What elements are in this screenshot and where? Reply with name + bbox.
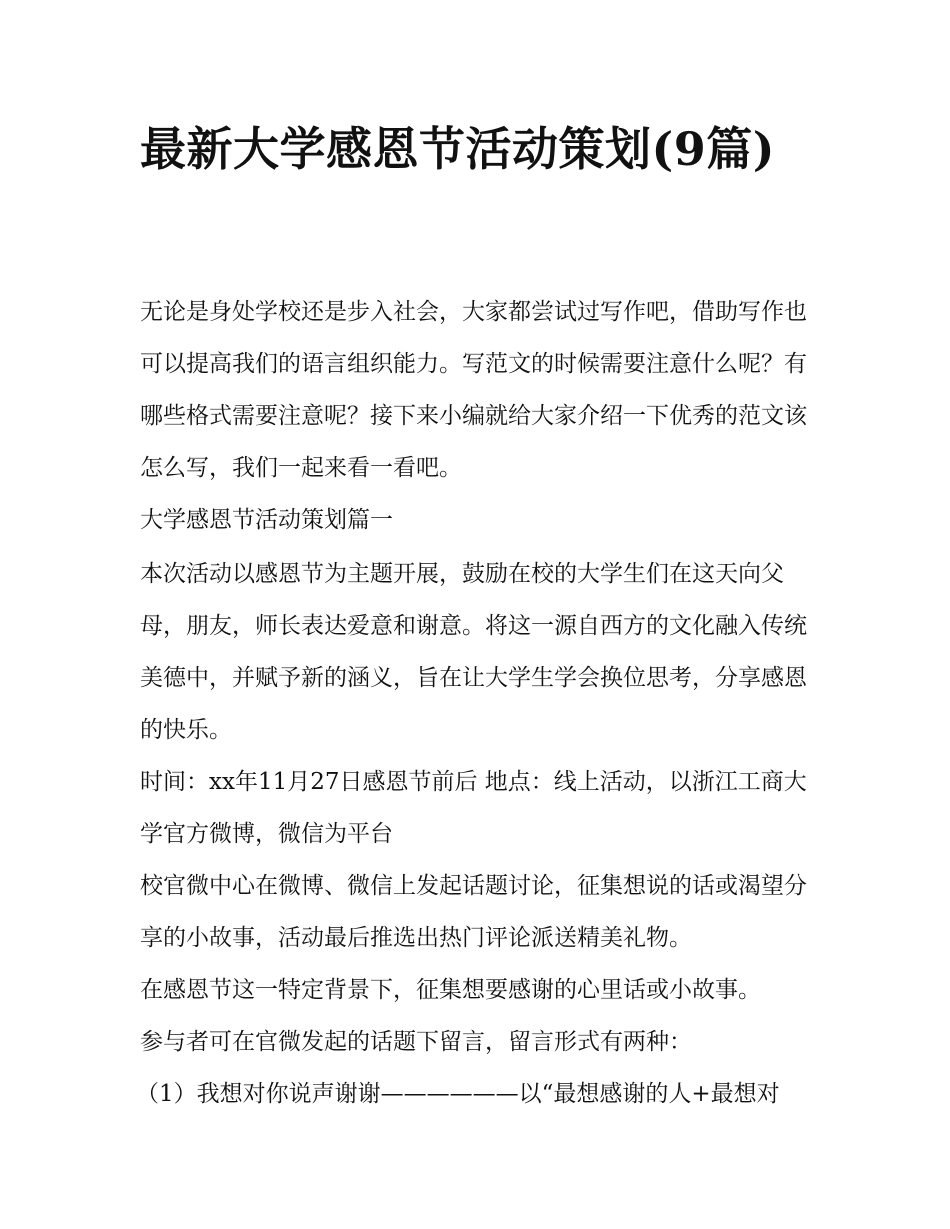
document-title: 最新大学感恩节活动策划(9篇): [140, 122, 776, 176]
section-heading: 大学感恩节活动策划篇一: [140, 507, 393, 533]
body-paragraph: 校官微中心在微博、微信上发起话题讨论，征集想说的话或渴望分享的小故事，活动最后推选出热门评论派送精美礼物。: [140, 873, 807, 951]
body-paragraph: 时间：xx年11月27日感恩节前后 地点：线上活动，以浙江工商大学官方微博，微信为平台: [140, 769, 807, 847]
list-item: （1）我想对你说声谢谢——————以“最想感谢的人+最想对: [136, 1081, 780, 1107]
body-paragraph: 在感恩节这一特定背景下，征集想要感谢的心里话或小故事。: [140, 977, 761, 1003]
document-body: [136, 286, 812, 1120]
body-paragraph: 参与者可在官微发起的话题下留言，留言形式有两种：: [140, 1029, 692, 1055]
body-paragraph: 本次活动以感恩节为主题开展，鼓励在校的大学生们在这天向父母，朋友，师长表达爱意和谢意。将这一源自西方的文化融入传统美德中，并赋予新的涵义，旨在让大学生学会换位思考，分享感恩的快乐。: [140, 561, 807, 743]
intro-paragraph: 无论是身处学校还是步入社会，大家都尝试过写作吧，借助写作也可以提高我们的语言组织能力。写范文的时候需要注意什么呢？有哪些格式需要注意呢？接下来小编就给大家介绍一下优秀的范文该怎么写，我们一起来看一看吧。: [140, 299, 807, 481]
